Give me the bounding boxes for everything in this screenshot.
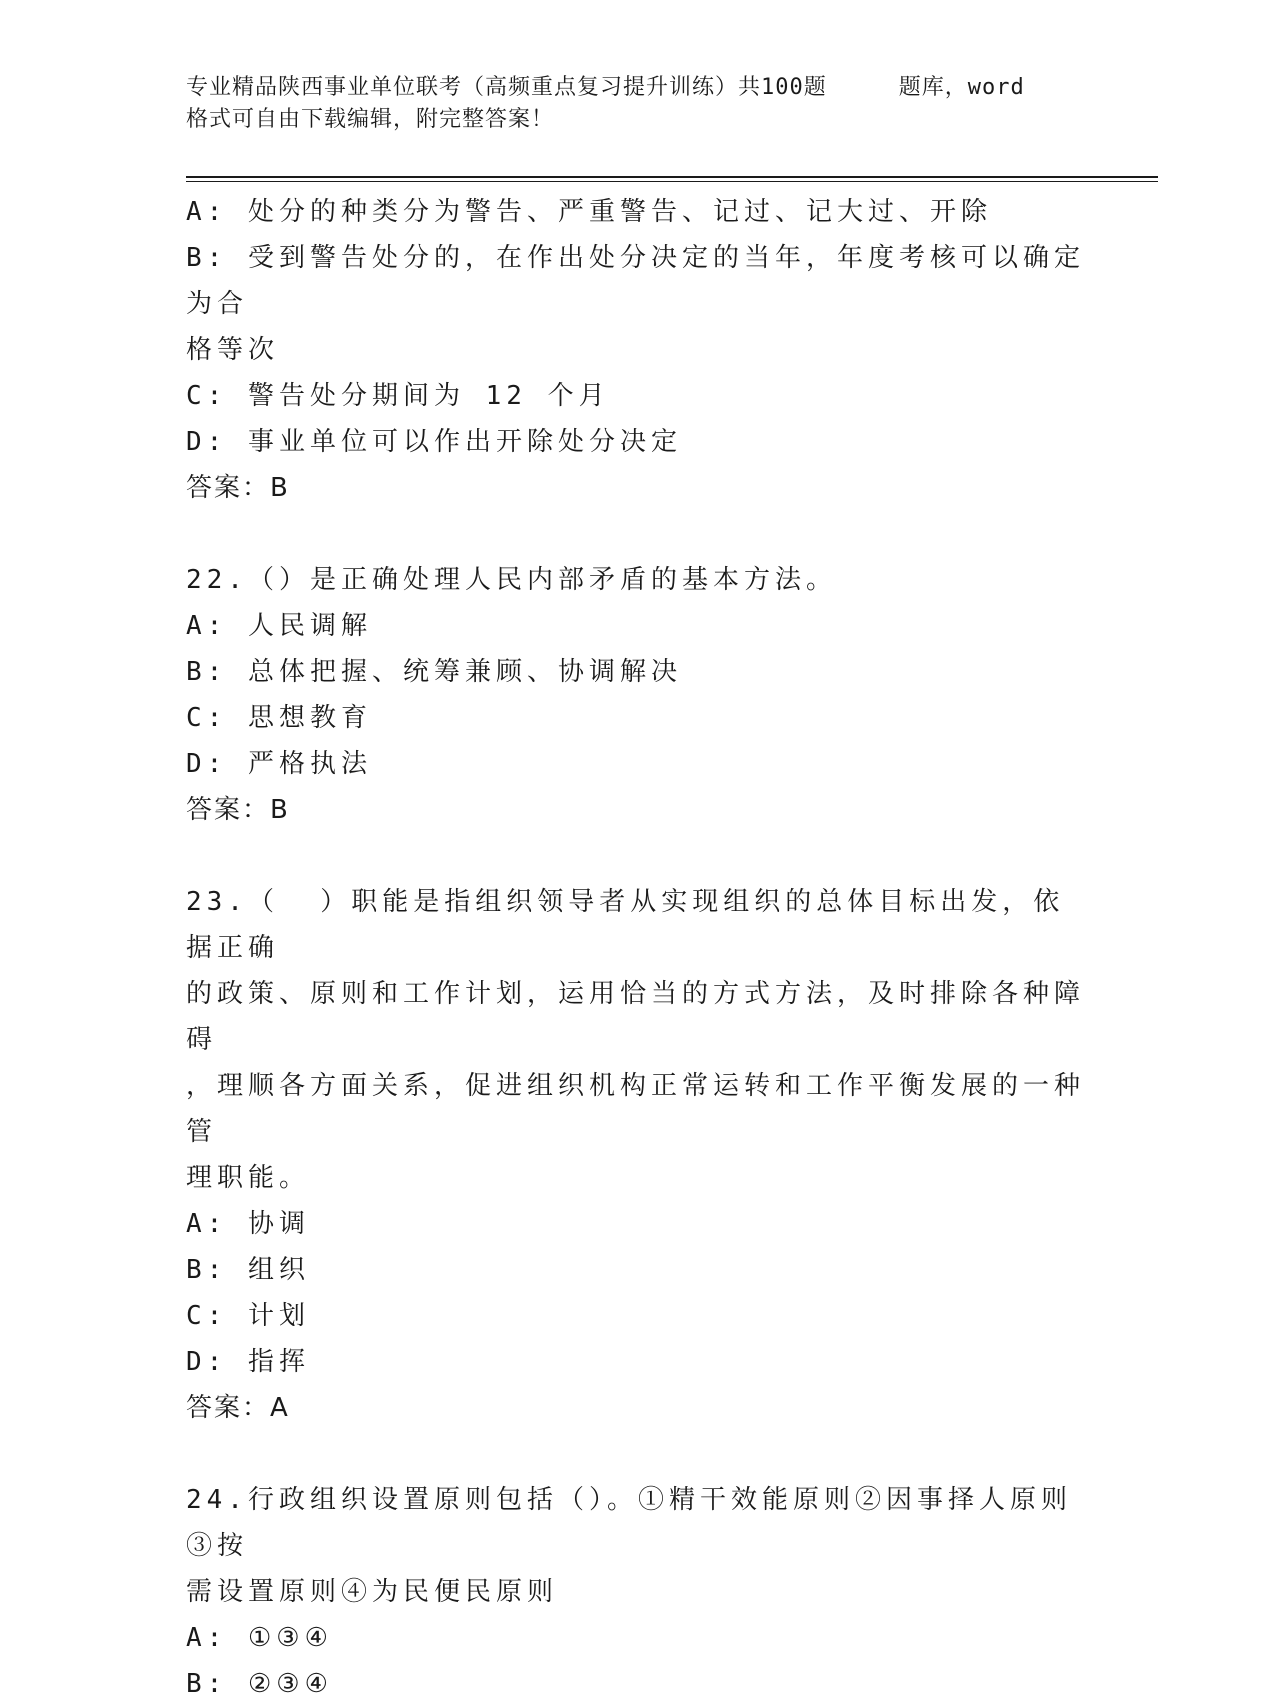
question-spacer bbox=[186, 511, 1086, 557]
option-a: A: ①③④ bbox=[186, 1623, 333, 1653]
question-23 bbox=[186, 879, 1086, 1431]
question-text-continued: 需设置原则④为民便民原则 bbox=[186, 1577, 559, 1607]
option-a: A: 处分的种类分为警告、严重警告、记过、记大过、开除 bbox=[186, 197, 992, 227]
option-a: A: 人民调解 bbox=[186, 611, 372, 641]
option-b-continued: 格等次 bbox=[186, 335, 280, 365]
question-22 bbox=[186, 557, 1086, 833]
question-24 bbox=[186, 1477, 1086, 1707]
option-c: C: 计划 bbox=[186, 1301, 310, 1331]
header-title: 专业精品陕西事业单位联考（高频重点复习提升训练）共100题 bbox=[186, 75, 827, 100]
option-d: D: 严格执法 bbox=[186, 749, 372, 779]
question-text: 23.（ ）职能是指组织领导者从实现组织的总体目标出发，依据正确 bbox=[186, 887, 1065, 963]
header-line-2: 格式可自由下载编辑，附完整答案！ bbox=[186, 107, 555, 132]
option-c: C: 思想教育 bbox=[186, 703, 372, 733]
option-c: C: 警告处分期间为 12 个月 bbox=[186, 381, 610, 411]
question-spacer bbox=[186, 1431, 1086, 1477]
question-list bbox=[186, 189, 1086, 1707]
header-divider-thin bbox=[186, 181, 1158, 182]
question-text-continued: 理职能。 bbox=[186, 1163, 311, 1193]
option-b: B: 受到警告处分的，在作出处分决定的当年，年度考核可以确定为合 bbox=[186, 243, 1085, 319]
question-text: 24.行政组织设置原则包括（）。①精干效能原则②因事择人原则③按 bbox=[186, 1485, 1072, 1561]
option-a: A: 协调 bbox=[186, 1209, 310, 1239]
option-b: B: 组织 bbox=[186, 1255, 310, 1285]
document-header bbox=[186, 72, 1086, 136]
answer: 答案：B bbox=[186, 473, 290, 503]
question-text: 22.（）是正确处理人民内部矛盾的基本方法。 bbox=[186, 565, 837, 595]
question-spacer bbox=[186, 833, 1086, 879]
answer: 答案：A bbox=[186, 1393, 290, 1423]
header-divider-thick bbox=[186, 176, 1158, 178]
option-b: B: 总体把握、统筹兼顾、协调解决 bbox=[186, 657, 682, 687]
question-21 bbox=[186, 189, 1086, 511]
question-text-continued: 的政策、原则和工作计划，运用恰当的方式方法，及时排除各种障碍 bbox=[186, 979, 1086, 1055]
option-d: D: 指挥 bbox=[186, 1347, 310, 1377]
option-d: D: 事业单位可以作出开除处分决定 bbox=[186, 427, 682, 457]
answer: 答案：B bbox=[186, 795, 290, 825]
question-text-continued: ，理顺各方面关系，促进组织机构正常运转和工作平衡发展的一种管 bbox=[186, 1071, 1086, 1147]
option-b: B: ②③④ bbox=[186, 1669, 333, 1699]
header-title-suffix: 题库，word bbox=[898, 75, 1025, 100]
header-line-1 bbox=[186, 72, 1086, 104]
